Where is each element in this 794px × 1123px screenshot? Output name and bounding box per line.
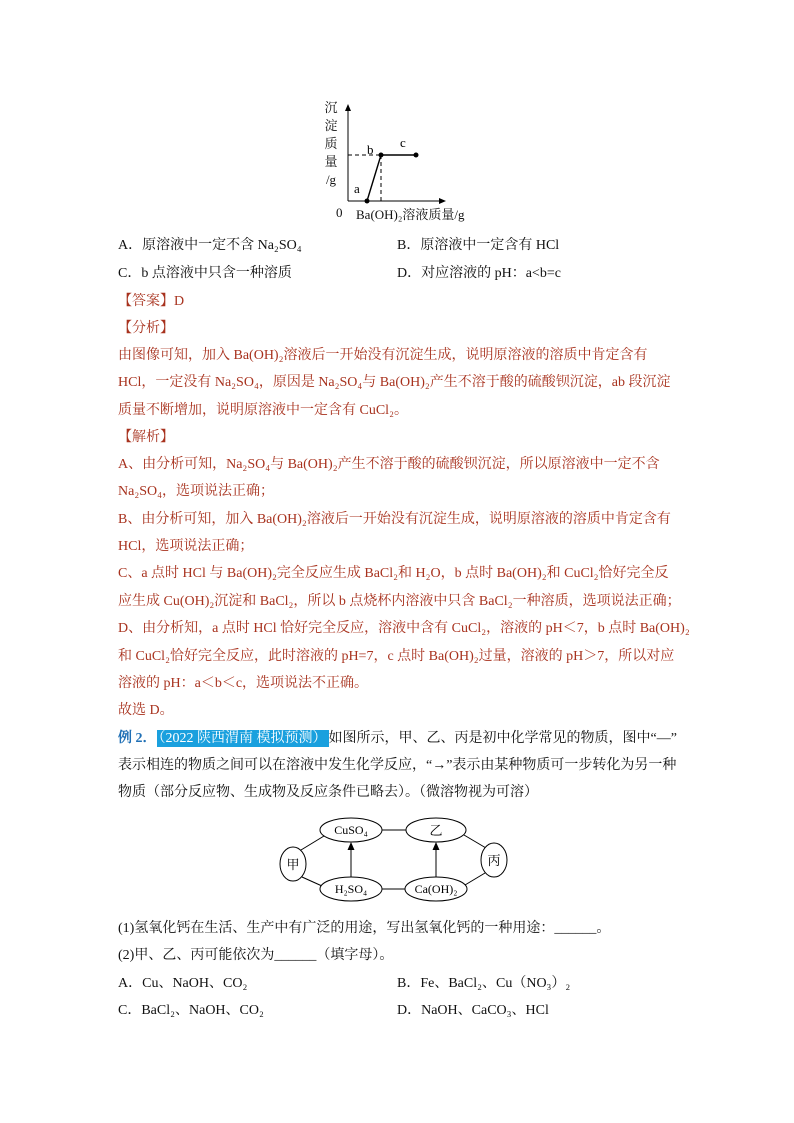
explanation-line: D、由分析知，a 点时 HCl 恰好完全反应，溶液中含有 CuCl₂，溶液的 pH＜7，b 点时 Ba(OH)₂ (118, 621, 690, 636)
node-caoh2-label: Ca(OH)₂ (414, 882, 458, 896)
link-caoh2-bing (465, 873, 485, 885)
explanation-line: A、由分析可知，Na₂SO₄与 Ba(OH)₂产生不溶于酸的硫酸钡沉淀，所以原溶液中一定不含 (118, 457, 660, 472)
analysis-heading: 【分析】 (118, 321, 174, 336)
question-2: (2)甲、乙、丙可能依次为______（填字母）。 (118, 948, 394, 963)
explanation-line: 溶液的 pH：a＜b＜c，选项说法不正确。 (118, 676, 369, 691)
example2-stem-text: 如图所示，甲、乙、丙是初中化学常见的物质，图中“—” (328, 731, 677, 746)
option-a: A．原溶液中一定不含 Na₂SO₄ (118, 238, 302, 253)
node-jia-label: 甲 (286, 857, 300, 872)
x-axis-label: Ba(OH)₂溶液质量/g (356, 207, 465, 222)
y-axis-label-char: 沉 (324, 100, 338, 115)
q2-option-b: B．Fe、BaCl₂、Cu（NO₃）₂ (397, 976, 571, 991)
segment-a-b (367, 155, 381, 201)
point-a-label: a (354, 181, 360, 196)
analysis-line: HCl，一定没有 Na₂SO₄，原因是 Na₂SO₄与 Ba(OH)₂产生不溶于酸的硫酸钡沉淀，ab 段沉淀 (118, 375, 671, 390)
analysis-line: 质量不断增加，说明原溶液中一定含有 CuCl₂。 (118, 403, 408, 418)
origin-label: 0 (336, 205, 343, 220)
example2-stem-line: 物质（部分反应物、生成物及反应条件已略去）。（微溶物视为可溶） (118, 785, 538, 800)
q2-option-d: D．NaOH、CaCO₃、HCl (397, 1003, 549, 1018)
answer-line: 【答案】D (118, 294, 185, 309)
analysis-line: 由图像可知，加入 Ba(OH)₂溶液后一开始没有沉淀生成，说明原溶液的溶质中肯定含有 (118, 348, 648, 363)
option-b: B．原溶液中一定含有 HCl (397, 238, 560, 253)
option-c: C．b 点溶液中只含一种溶质 (118, 266, 292, 281)
arrowhead-up-icon (348, 842, 355, 850)
y-axis-label-unit: /g (325, 172, 337, 187)
point-b-label: b (367, 142, 374, 157)
y-axis-label-char: 质 (324, 136, 338, 151)
example2-stem-line: 表示相连的物质之间可以在溶液中发生化学反应，“→”表示由某种物质可一步转化为另一种 (118, 758, 677, 773)
q2-option-c: C．BaCl₂、NaOH、CO₂ (118, 1003, 264, 1018)
precipitate-graph (300, 95, 490, 230)
x-axis-arrowhead (439, 198, 446, 204)
explanation-line: Na₂SO₄，选项说法正确； (118, 484, 274, 499)
point-c (414, 153, 419, 158)
explanation-line: HCl，选项说法正确； (118, 539, 254, 554)
question-1: (1)氢氧化钙在生活、生产中有广泛的用途，写出氢氧化钙的一种用途：______。 (118, 921, 611, 936)
point-b (379, 153, 384, 158)
link-yi-bing (464, 835, 486, 848)
y-axis-arrowhead (345, 104, 351, 111)
point-c-label: c (400, 135, 406, 150)
link-jia-h2so4 (302, 877, 322, 886)
arrowhead-up-icon (433, 842, 440, 850)
reaction-diagram (270, 805, 520, 915)
source-tag: （2022 陕西渭南 模拟预测） (158, 731, 327, 746)
explanation-line: B、由分析可知，加入 Ba(OH)₂溶液后一开始没有沉淀生成，说明原溶液的溶质中肯定含有 (118, 512, 671, 527)
node-yi-label: 乙 (429, 823, 443, 838)
explanation-line: 和 CuCl₂恰好完全反应，此时溶液的 pH=7，c 点时 Ba(OH)₂过量，溶液的 pH＞7，所以对应 (118, 649, 675, 664)
node-bing-label: 丙 (487, 853, 501, 868)
explanation-heading: 【解析】 (118, 430, 174, 445)
y-axis-label-char: 淀 (324, 118, 338, 133)
example-label: 例 2． (118, 731, 157, 746)
node-h2so4-label: H₂SO₄ (334, 882, 368, 896)
example2-first-line (118, 729, 677, 749)
explanation-line: C、a 点时 HCl 与 Ba(OH)₂完全反应生成 BaCl₂和 H₂O，b 点时 Ba(OH)₂和 CuCl₂恰好完全反 (118, 566, 669, 581)
y-axis-label-char: 量 (324, 154, 338, 169)
node-cuso4-label: CuSO₄ (334, 823, 368, 837)
explanation-line: 应生成 Cu(OH)₂沉淀和 BaCl₂，所以 b 点烧杯内溶液中只含 BaCl₂一种溶质，选项说法正确； (118, 594, 681, 609)
point-a (365, 199, 370, 204)
option-d: D．对应溶液的 pH：a<b=c (397, 266, 561, 281)
q2-option-a: A．Cu、NaOH、CO₂ (118, 976, 248, 991)
conclusion-line: 故选 D。 (118, 703, 174, 718)
link-jia-cuso4 (301, 836, 324, 850)
